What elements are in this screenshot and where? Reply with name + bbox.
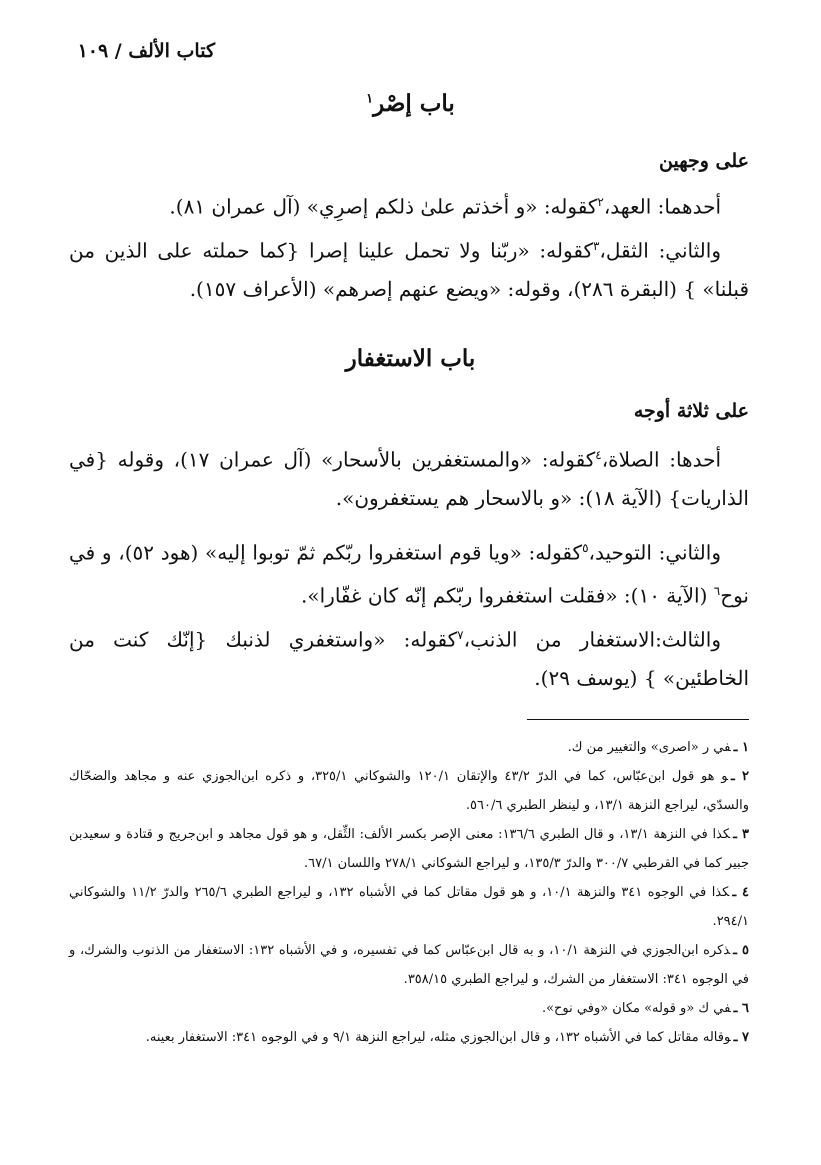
paragraph-rest: كقوله: «ربّنا ولا تحمل علينا إصرا {كما حملته على الذين من قبلنا» } (البقرة ٢٨٦)، وقوله: «ويضع عنهم إصرهم» (الأعراف ١٥٧). <box>69 238 749 301</box>
footnote-ref: ١ <box>366 91 374 107</box>
paragraph-lead: أحدهما: العهد، <box>603 194 721 219</box>
footnote-separator <box>527 719 749 720</box>
paragraph-rest: (الآية ١٠): «فقلت استغفروا ربّكم إنّه كان غفّارا». <box>301 583 708 608</box>
footnote-ref: ٦ <box>713 583 721 598</box>
section-title-isr <box>0 90 821 117</box>
footnotes <box>69 733 749 1052</box>
footnote-number: ٣ ـ <box>733 827 749 842</box>
paragraph-istighfar-3 <box>69 616 749 697</box>
footnote-number: ٧ ـ <box>733 1030 749 1045</box>
footnote-4 <box>69 878 749 936</box>
paragraph-rest: كقوله: «و أخذتم علىٰ ذلكم إصرِي» (آل عمران ٨١). <box>169 194 598 219</box>
footnote-text: وقاله مقاتل كما في الأشباه ١٣٢، و قال ابن‌الجوزي مثله، ليراجع النزهة ٩/١ و في الوجوه ٣٤١: الاستغفار بعينه. <box>145 1030 731 1045</box>
footnote-6 <box>69 994 749 1023</box>
paragraph-lead: والثاني: الثقل، <box>599 238 721 263</box>
paragraph-rest: كقوله: «ويا قوم استغفروا ربّكم ثمّ توبوا إليه» (هود ٥٢)، و في نوح <box>69 540 749 608</box>
footnote-number: ٤ ـ <box>732 885 750 900</box>
footnote-7 <box>69 1023 749 1052</box>
footnote-5 <box>69 936 749 994</box>
footnote-1 <box>69 733 749 762</box>
paragraph-isr-2 <box>69 227 749 308</box>
footnote-number: ١ ـ <box>733 740 749 755</box>
running-head: كتاب الألف / ١٠٩ <box>77 40 215 62</box>
section-intro-istighfar: على ثلاثة أوجه <box>633 400 749 422</box>
section-intro-isr: على وجهين <box>659 150 749 172</box>
footnote-number: ٥ ـ <box>733 943 750 958</box>
footnote-2 <box>69 762 749 820</box>
footnote-ref: ٥ <box>582 541 589 555</box>
paragraph-rest: كقوله: «واستغفري لذنبك {إنّك كنت من الخاطئين» } (يوسف ٢٩). <box>69 627 749 690</box>
footnote-number: ٦ ـ <box>733 1001 749 1016</box>
paragraph-rest: كقوله: «والمستغفرين بالأسحار» (آل عمران ١٧)، وقوله {في الذاريات} (الآية ١٨): «و بالاسحار هم يستغفرون». <box>69 447 749 510</box>
paragraph-lead: والثاني: التوحيد، <box>588 540 721 565</box>
paragraph-isr-1 <box>69 183 749 226</box>
footnote-ref: ٢ <box>597 195 604 209</box>
footnote-3 <box>69 820 749 878</box>
footnote-ref: ٤ <box>595 448 602 462</box>
paragraph-lead: أحدها: الصلاة، <box>601 447 722 472</box>
footnote-ref: ٣ <box>592 239 600 253</box>
footnote-ref: ٧ <box>457 628 464 642</box>
footnote-text: في ر «اصرى» والتغيير من ك. <box>567 740 731 755</box>
paragraph-istighfar-1 <box>69 436 749 517</box>
footnote-text: ذكره ابن‌الجوزي في النزهة ١٠/١، و به قال ابن‌عبّاس كما في تفسيره، و في الأشباه ١٣٢: الاستغفار من الذنوب والشرك، و في الوجوه ٣٤١: الاستغفار من الشرك، و ليراجع الطبري ٣٥٨/١٥. <box>69 943 749 987</box>
section-title-istighfar: باب الاستغفار <box>345 345 476 372</box>
footnote-text: كذا في الوجوه ٣٤١ والنزهة ١٠/١، و هو قول مقاتل كما في الأشباه ١٣٢، و ليراجع الطبري ٢٦٥/٦ والدرّ ١١/٢ والشوكاني ٢٩٤/١. <box>69 885 749 929</box>
section-title-isr-text: باب إصْر <box>373 90 455 117</box>
paragraph-istighfar-2 <box>69 529 749 614</box>
footnote-text: كذا في النزهة ١٣/١، و قال الطبري ١٣٦/٦: معنى الإصر بكسر الألف: الثِّقل، و هو قول مجاهد و ابن‌جريج و قتادة و سعيدبن جبير كما في القرطبي ٣٠٠/٧ والدرّ ١٣٥/٣، و ليراجع الشوكاني ٢٧٨/١ واللسان ٦٧/١. <box>69 827 749 871</box>
footnote-text: و هو قول ابن‌عبّاس، كما في الدرّ ٤٣/٢ والإتقان ١٢٠/١ والشوكاني ٣٢٥/١، و ذكره ابن‌الجوزي عنه و مجاهد والضحّاك والسدّي، ليراجع النزهة ١٣/١، و لينظر الطبري ٥٦٠/٦. <box>69 769 749 813</box>
footnote-text: في ك «و قوله» مكان «وفي نوح». <box>541 1001 731 1016</box>
paragraph-lead: والثالث:الاستغفار من الذنب، <box>463 627 721 652</box>
footnote-number: ٢ ـ <box>731 769 749 784</box>
